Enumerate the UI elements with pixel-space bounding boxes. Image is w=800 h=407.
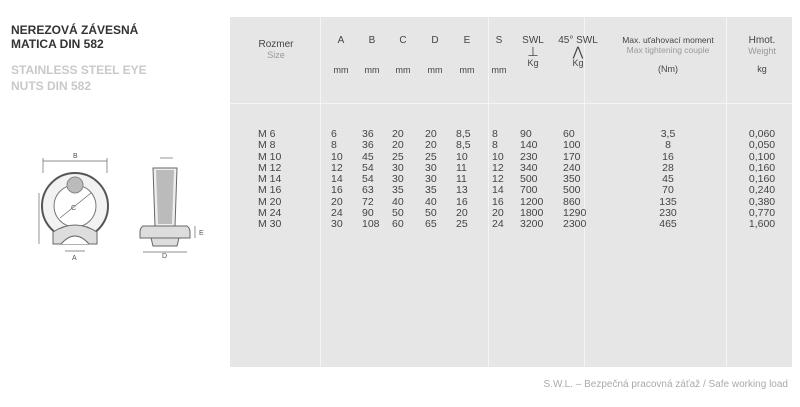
table-cell: 72 <box>362 195 374 208</box>
table-cell: 230 <box>659 207 677 220</box>
table-cell: M 16 <box>258 184 282 197</box>
table-cell: 20 <box>456 207 468 220</box>
table-cell: 170 <box>563 150 581 163</box>
table-cell: 350 <box>563 173 581 186</box>
table-cell: 700 <box>520 184 538 197</box>
column-swl <box>520 129 550 231</box>
table-cell: 24 <box>492 218 504 231</box>
table-cell: 12 <box>492 161 504 174</box>
table-cell: 16 <box>492 195 504 208</box>
table-cell: M 6 <box>258 128 276 140</box>
table-cell: 50 <box>392 207 404 220</box>
header-s: S mm <box>491 35 507 75</box>
table-cell: 0,060 <box>748 128 776 140</box>
table-cell: 108 <box>362 218 380 231</box>
table-cell: 0,240 <box>748 184 776 197</box>
header-c: C mm <box>395 35 411 75</box>
header-a: A mm <box>333 35 349 75</box>
table-cell: 20 <box>331 195 343 208</box>
column-b <box>362 129 386 231</box>
table-cell: M 30 <box>258 218 282 231</box>
table-cell: 10 <box>492 150 504 163</box>
table-cell: 0,050 <box>748 139 776 152</box>
table-cell: 1290 <box>563 207 587 220</box>
header-separator <box>230 103 792 104</box>
dimension-label-c: C <box>71 205 77 212</box>
table-cell: 16 <box>456 195 468 208</box>
table-cell: 36 <box>362 128 374 140</box>
table-cell: 140 <box>520 139 538 152</box>
table-cell: 30 <box>425 161 437 174</box>
column-s <box>492 129 512 231</box>
header-tightening-moment: Max. uťahovací moment Max tightening couple (Nm) <box>622 35 714 74</box>
title-cz-line2: MATICA DIN 582 <box>11 37 104 51</box>
table-cell: M 10 <box>258 150 282 163</box>
table-cell: 65 <box>425 218 437 231</box>
table-cell: 25 <box>392 150 404 163</box>
table-cell: 25 <box>456 218 468 231</box>
table-cell: 12 <box>492 173 504 186</box>
table-cell: 20 <box>425 128 437 140</box>
column-e <box>456 129 480 231</box>
table-cell: 16 <box>331 184 343 197</box>
table-cell: 8 <box>665 139 671 152</box>
column-d <box>425 129 447 231</box>
table-cell: 100 <box>563 139 581 152</box>
table-cell: 16 <box>662 150 674 163</box>
header-b: B mm <box>364 35 380 75</box>
column-tightening-moment <box>628 129 708 231</box>
column-size <box>258 129 298 231</box>
eye-nut-side-view <box>140 158 195 252</box>
spec-table <box>230 17 792 367</box>
column-swl-45 <box>563 129 593 231</box>
table-cell: 28 <box>662 161 674 174</box>
table-cell: 8 <box>492 139 498 152</box>
table-cell: 1,600 <box>748 218 776 231</box>
footer-note: S.W.L. – Bezpečná pracovná záťaž / Safe working load <box>543 379 788 390</box>
dimension-label-a: A <box>72 255 77 262</box>
table-cell: 20 <box>492 207 504 220</box>
table-cell: 45 <box>662 173 674 186</box>
product-title-slovak <box>11 23 211 51</box>
title-cz-line1: NEREZOVÁ ZÁVESNÁ <box>11 23 139 37</box>
table-cell: 1200 <box>520 195 544 208</box>
table-cell: 25 <box>425 150 437 163</box>
table-cell: 240 <box>563 161 581 174</box>
table-cell: 500 <box>563 184 581 197</box>
table-cell: 0,160 <box>748 173 776 186</box>
table-cell: 8 <box>492 128 498 140</box>
header-swl: SWL ⊥ Kg <box>515 35 551 68</box>
table-cell: 8 <box>331 139 337 152</box>
table-cell: 14 <box>331 173 343 186</box>
table-cell: 6 <box>331 128 337 140</box>
header-size: Rozmer Size <box>258 39 294 60</box>
angled-load-icon: ⋀ <box>572 44 584 59</box>
table-cell: 40 <box>392 195 404 208</box>
table-cell: 12 <box>331 161 343 174</box>
table-cell: 340 <box>520 161 538 174</box>
table-cell: 3,5 <box>660 128 676 140</box>
header-weight: Hmot. Weight kg <box>748 35 776 74</box>
table-cell: 13 <box>456 184 468 197</box>
table-cell: 60 <box>563 128 575 140</box>
table-cell: 8,5 <box>456 139 471 152</box>
table-cell: 36 <box>362 139 374 152</box>
table-cell: 135 <box>659 195 677 208</box>
table-cell: 63 <box>362 184 374 197</box>
table-cell: 30 <box>392 173 404 186</box>
header-e: E mm <box>459 35 475 75</box>
column-c <box>392 129 414 231</box>
table-cell: 10 <box>331 150 343 163</box>
table-cell: 35 <box>392 184 404 197</box>
table-cell: 0,100 <box>748 150 776 163</box>
table-cell: 14 <box>492 184 504 197</box>
table-cell: 860 <box>563 195 581 208</box>
table-cell: 30 <box>425 173 437 186</box>
header-d: D mm <box>427 35 443 75</box>
table-cell: 60 <box>392 218 404 231</box>
perpendicular-load-icon: ⊥ <box>527 44 539 59</box>
header-swl-45: 45° SWL ⋀ Kg <box>550 35 606 68</box>
table-cell: 30 <box>331 218 343 231</box>
table-cell: 10 <box>456 150 468 163</box>
table-cell: 54 <box>362 161 374 174</box>
table-cell: 45 <box>362 150 374 163</box>
table-cell: 11 <box>456 161 467 174</box>
product-title-english <box>11 62 211 94</box>
table-cell: 20 <box>392 128 404 140</box>
title-en-line1: STAINLESS STEEL EYE <box>11 63 147 77</box>
table-cell: 54 <box>362 173 374 186</box>
table-cell: 3200 <box>520 218 544 231</box>
table-cell: 20 <box>392 139 404 152</box>
table-cell: 40 <box>425 195 437 208</box>
table-cell: M 24 <box>258 207 282 220</box>
eye-nut-technical-drawing <box>25 148 225 268</box>
table-cell: 90 <box>362 207 374 220</box>
dimension-label-e: E <box>199 230 204 237</box>
table-cell: 11 <box>456 173 467 186</box>
table-cell: 20 <box>425 139 437 152</box>
table-cell: 30 <box>392 161 404 174</box>
title-en-line2: NUTS DIN 582 <box>11 79 92 93</box>
table-cell: 35 <box>425 184 437 197</box>
column-divider <box>320 17 321 367</box>
table-cell: 50 <box>425 207 437 220</box>
table-cell: M 20 <box>258 195 282 208</box>
table-cell: 230 <box>520 150 538 163</box>
table-cell: M 8 <box>258 139 276 152</box>
dimension-label-d: D <box>162 253 168 260</box>
table-cell: 0,380 <box>748 195 776 208</box>
column-a <box>331 129 351 231</box>
table-cell: 0,160 <box>748 161 776 174</box>
table-cell: 90 <box>520 128 532 140</box>
table-cell: M 12 <box>258 161 282 174</box>
table-cell: 2300 <box>563 218 587 231</box>
table-cell: 24 <box>331 207 343 220</box>
dimension-label-b: B <box>73 153 78 160</box>
table-cell: 8,5 <box>456 128 471 140</box>
table-cell: 465 <box>659 218 677 231</box>
table-cell: M 14 <box>258 173 282 186</box>
column-weight <box>742 129 782 231</box>
table-cell: 0,770 <box>748 207 776 220</box>
table-cell: 1800 <box>520 207 544 220</box>
table-cell: 70 <box>662 184 674 197</box>
table-cell: 500 <box>520 173 538 186</box>
